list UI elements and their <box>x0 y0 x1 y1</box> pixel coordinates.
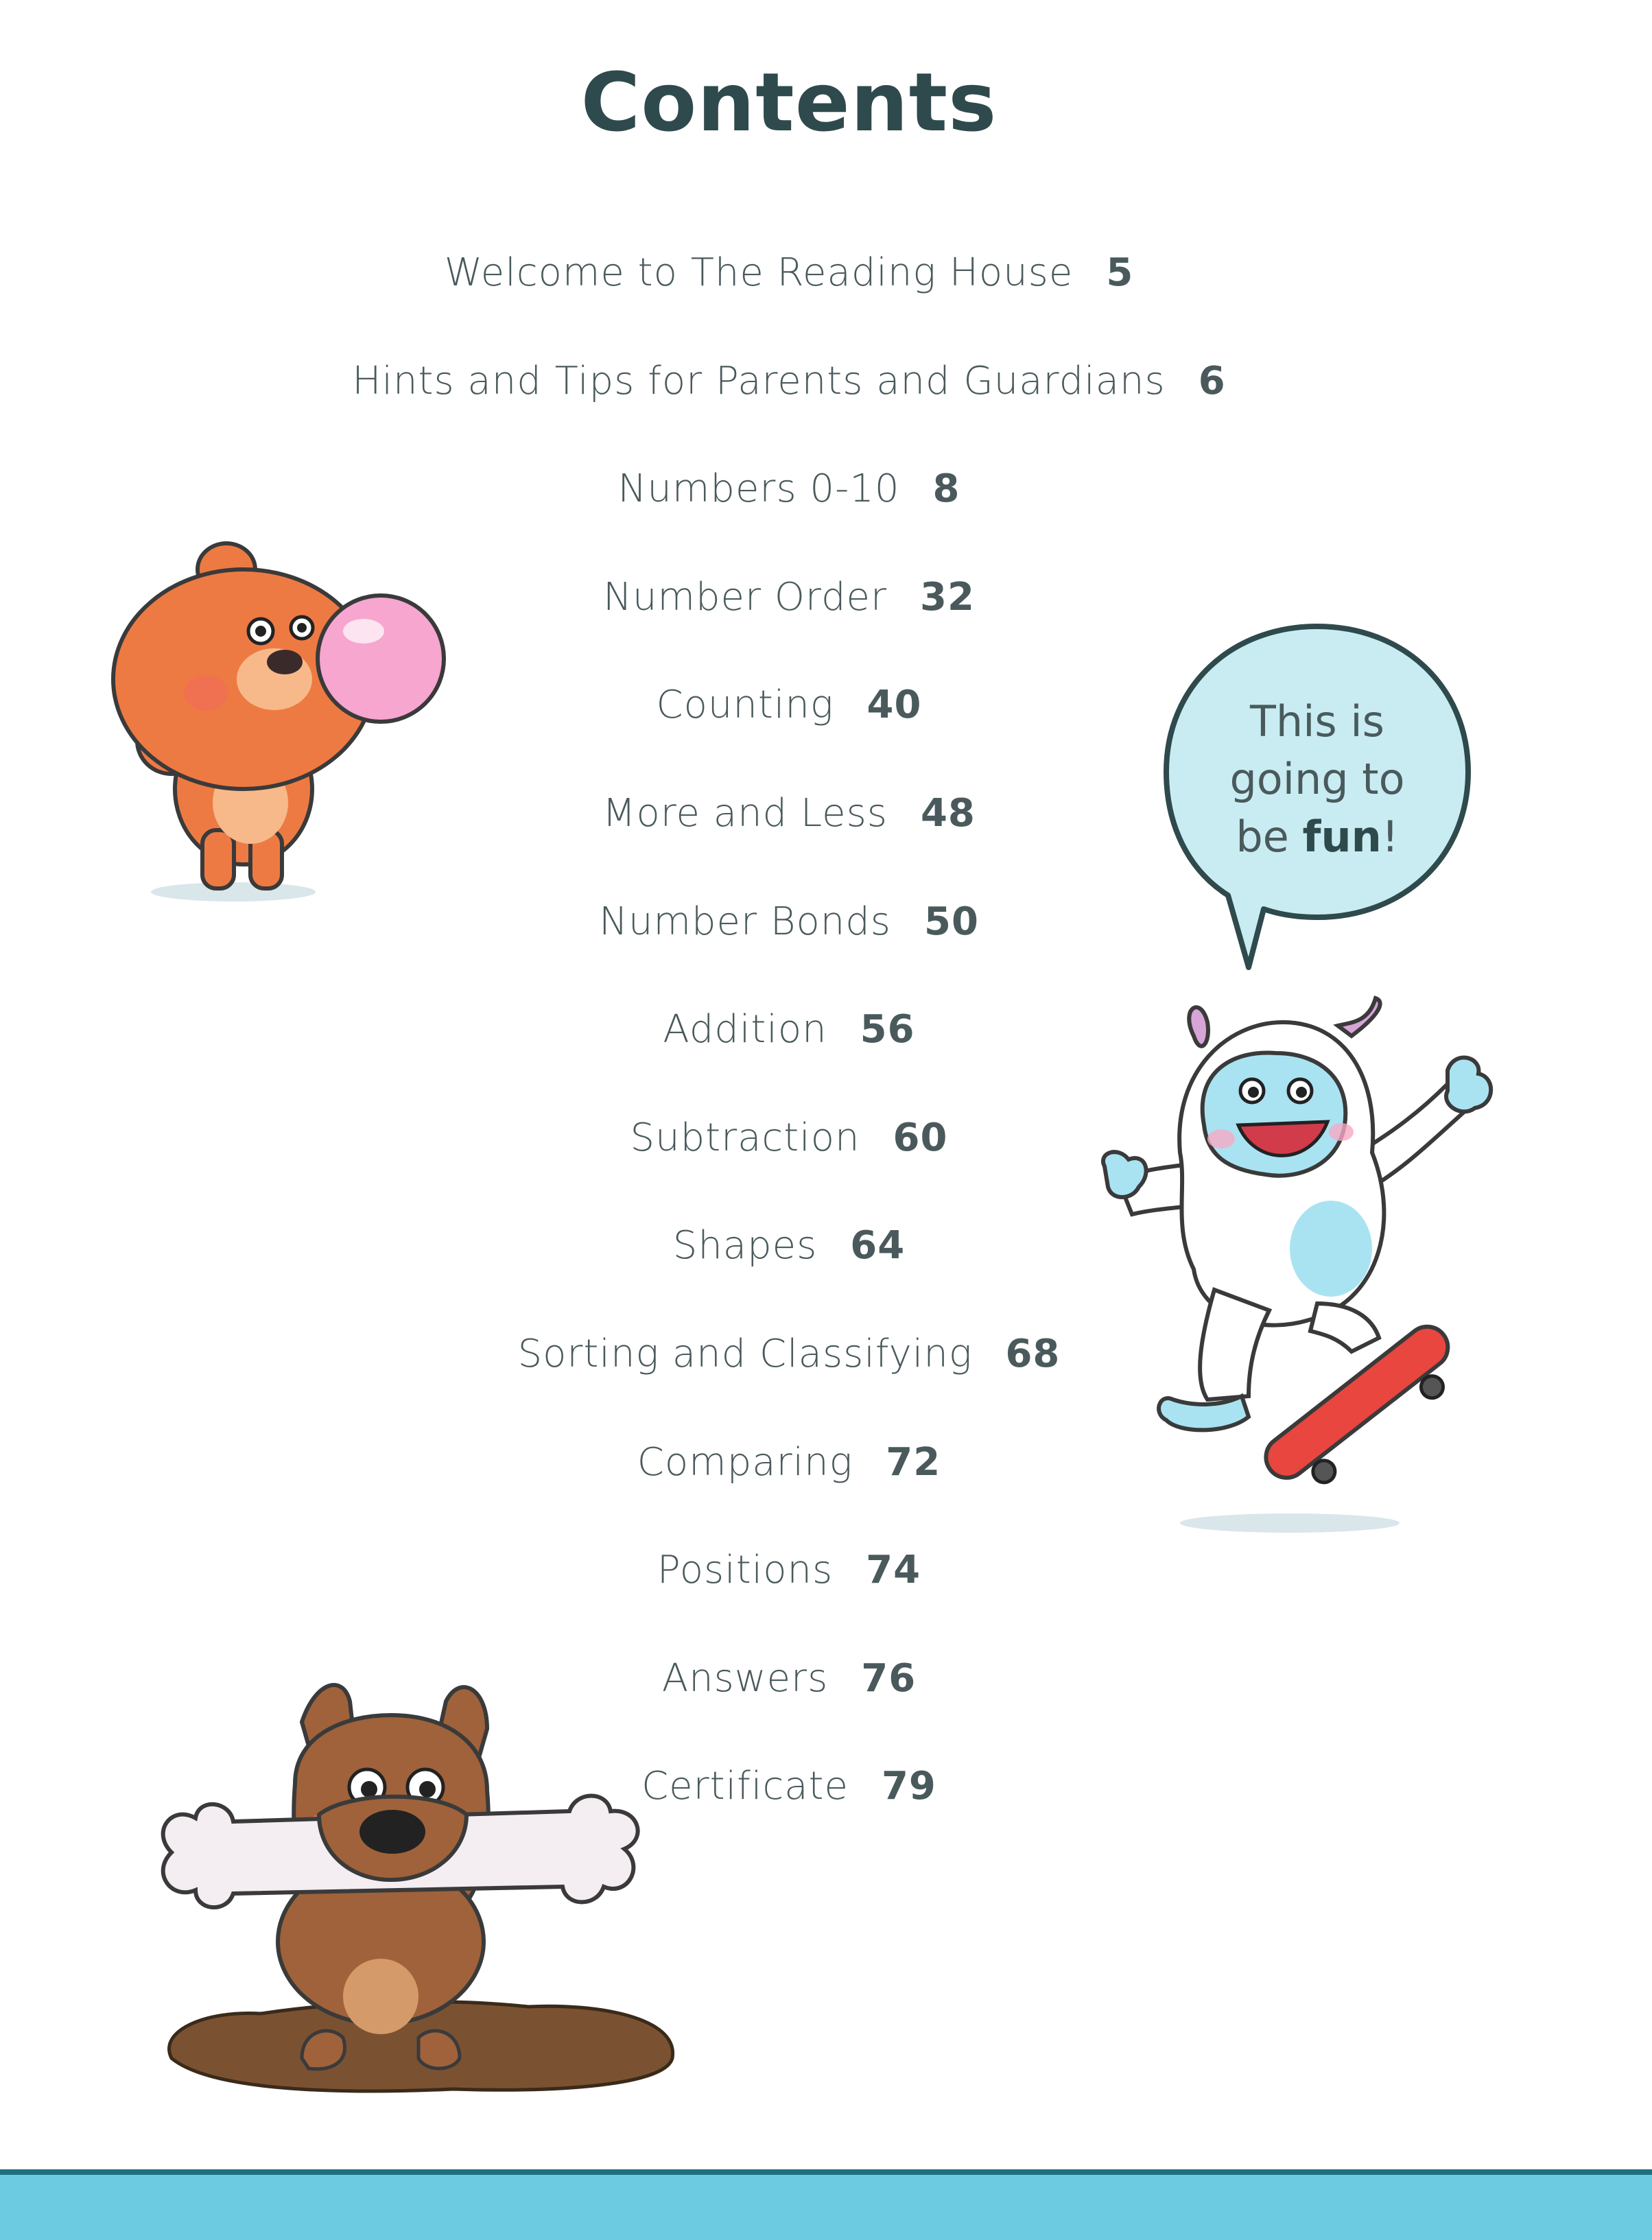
bubble-line-3-suffix: ! <box>1381 812 1399 862</box>
bubble-line-3 <box>1170 808 1465 866</box>
bubble-line-1: This is <box>1250 696 1384 746</box>
toc-entry-title: Addition <box>663 1007 827 1052</box>
toc-entry-title: Hints and Tips for Parents and Guardians <box>352 358 1166 403</box>
toc-entry-title: More and Less <box>602 791 888 836</box>
toc-entry <box>0 354 1578 409</box>
toc-entry-page: 48 <box>920 791 976 836</box>
page-title: Contents <box>580 55 998 150</box>
toc-entry-page: 72 <box>886 1439 941 1485</box>
toc-entry-title: Number Order <box>603 574 887 620</box>
toc-entry-page: 74 <box>866 1548 921 1593</box>
toc-entry-title: Number Bonds <box>599 899 891 944</box>
toc-entry-title: Numbers 0-10 <box>617 467 900 512</box>
toc-entry-page: 50 <box>923 899 979 944</box>
bottom-border-line <box>0 2169 1652 2175</box>
toc-entry-title: Sorting and Classifying <box>517 1332 973 1376</box>
speech-bubble-text <box>1170 693 1465 866</box>
toc-entry-page: 56 <box>860 1007 915 1052</box>
toc-entry-title: Counting <box>656 683 834 728</box>
toc-entry-title: Comparing <box>637 1439 853 1485</box>
toc-entry-page: 60 <box>893 1115 948 1160</box>
toc-entry-title: Welcome to The Reading House <box>444 250 1074 295</box>
dog-bone-icon <box>144 1674 679 2113</box>
bottom-color-band <box>0 2175 1652 2240</box>
toc-entry-page: 8 <box>932 467 960 512</box>
bear-bubblegum-icon <box>75 535 446 919</box>
toc-entry-title: Shapes <box>672 1223 818 1269</box>
toc-entry-page: 6 <box>1198 358 1226 403</box>
toc-entry <box>0 462 1578 517</box>
toc-entry <box>0 1543 1578 1598</box>
toc-entry-page: 5 <box>1106 250 1134 295</box>
bubble-line-3-prefix: be <box>1236 812 1303 862</box>
toc-entry-page: 79 <box>881 1764 936 1809</box>
toc-entry-page: 32 <box>919 574 975 620</box>
yeti-skateboard-icon <box>1091 995 1516 1544</box>
bubble-emphasis: fun <box>1302 812 1382 862</box>
toc-entry-page: 64 <box>850 1223 906 1269</box>
bubble-line-2: going to <box>1229 754 1405 804</box>
toc-entry-title: Positions <box>657 1548 834 1593</box>
toc-entry-page: 68 <box>1005 1332 1061 1376</box>
toc-entry-page: 76 <box>861 1655 917 1701</box>
toc-entry-page: 40 <box>866 683 922 728</box>
toc-entry <box>0 246 1578 300</box>
toc-entry-title: Certificate <box>641 1764 849 1809</box>
toc-entry-title: Subtraction <box>630 1115 860 1160</box>
toc-entry-title: Answers <box>661 1655 829 1701</box>
